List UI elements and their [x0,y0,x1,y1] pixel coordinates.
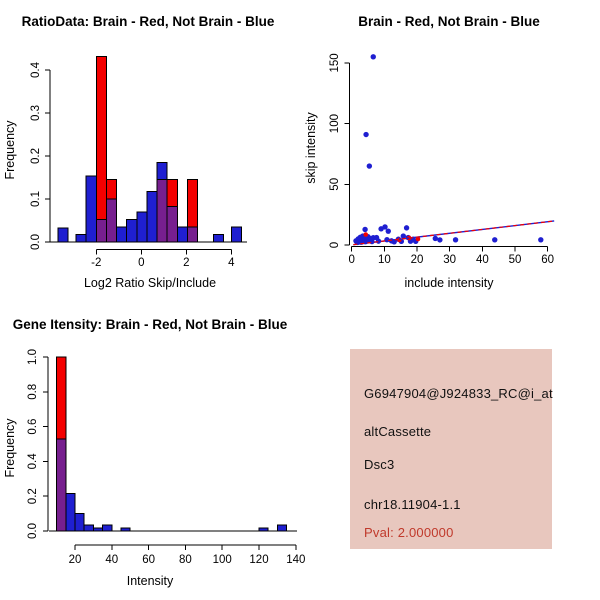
x-tick-label: 120 [249,554,269,566]
x-tick-label: 40 [105,554,119,566]
x-tick-label: 4 [228,257,235,269]
gene-info-box [350,349,552,549]
x-axis-label: Intensity [126,574,174,588]
y-tick-label: 0.0 [27,523,39,539]
x-tick-label: 20 [68,554,82,566]
x-tick-label: 50 [508,254,522,266]
hist-bar [75,514,84,531]
x-tick-label: -2 [91,257,102,269]
chart-title: RatioData: Brain - Red, Not Brain - Blue [21,14,275,29]
hist-bar [66,494,75,531]
hist-bar [121,528,130,531]
hist-bar [103,525,112,531]
y-tick-label: 0 [329,241,341,249]
x-tick-label: 40 [475,254,489,266]
y-tick-label: 0.4 [30,62,42,78]
x-tick-label: 20 [410,254,424,266]
x-tick-label: 30 [443,254,457,266]
y-tick-label: 50 [329,177,341,191]
event-type-text: altCassette [364,424,432,439]
x-axis-label: include intensity [404,276,494,290]
chart-title: Gene Itensity: Brain - Red, Not Brain - Blue [12,317,288,332]
chart-title: Brain - Red, Not Brain - Blue [358,14,540,29]
y-axis-label: Frequency [3,418,17,478]
y-tick-label: 0.4 [27,453,39,470]
y-tick-label: 0.6 [27,418,39,435]
gene-name-text: Dsc3 [364,457,395,472]
y-axis-label: Frequency [3,120,17,180]
y-tick-label: 1.0 [27,349,39,365]
probe-id-text: G6947904@J924833_RC@i_at [364,386,553,401]
x-tick-label: 100 [212,554,232,566]
x-tick-label: 10 [377,254,391,266]
y-tick-label: 0.2 [27,488,39,505]
x-tick-label: 60 [142,554,155,566]
x-tick-label: 80 [179,554,192,566]
hist-bar [93,528,102,531]
y-tick-label: 0.0 [30,234,42,250]
y-tick-label: 100 [329,114,341,134]
x-tick-label: 0 [138,257,145,269]
x-axis-label: Log2 Ratio Skip/Include [83,276,217,290]
y-tick-label: 150 [329,53,341,73]
pval-text: Pval: 2.000000 [364,525,454,540]
x-tick-label: 2 [183,257,190,269]
x-tick-label: 140 [286,554,306,566]
hist-bar [84,525,93,531]
y-tick-label: 0.1 [30,191,42,207]
hist-bar [259,528,268,531]
x-tick-label: 0 [348,254,355,266]
y-tick-label: 0.8 [27,383,39,400]
y-tick-label: 0.3 [30,105,42,121]
x-tick-label: 60 [541,254,555,266]
locus-text: chr18.11904-1.1 [364,497,461,512]
y-axis-label: skip intensity [304,112,318,184]
hist-bar [277,525,286,531]
hist-bar-overlap [57,439,66,531]
y-tick-label: 0.2 [30,148,42,164]
